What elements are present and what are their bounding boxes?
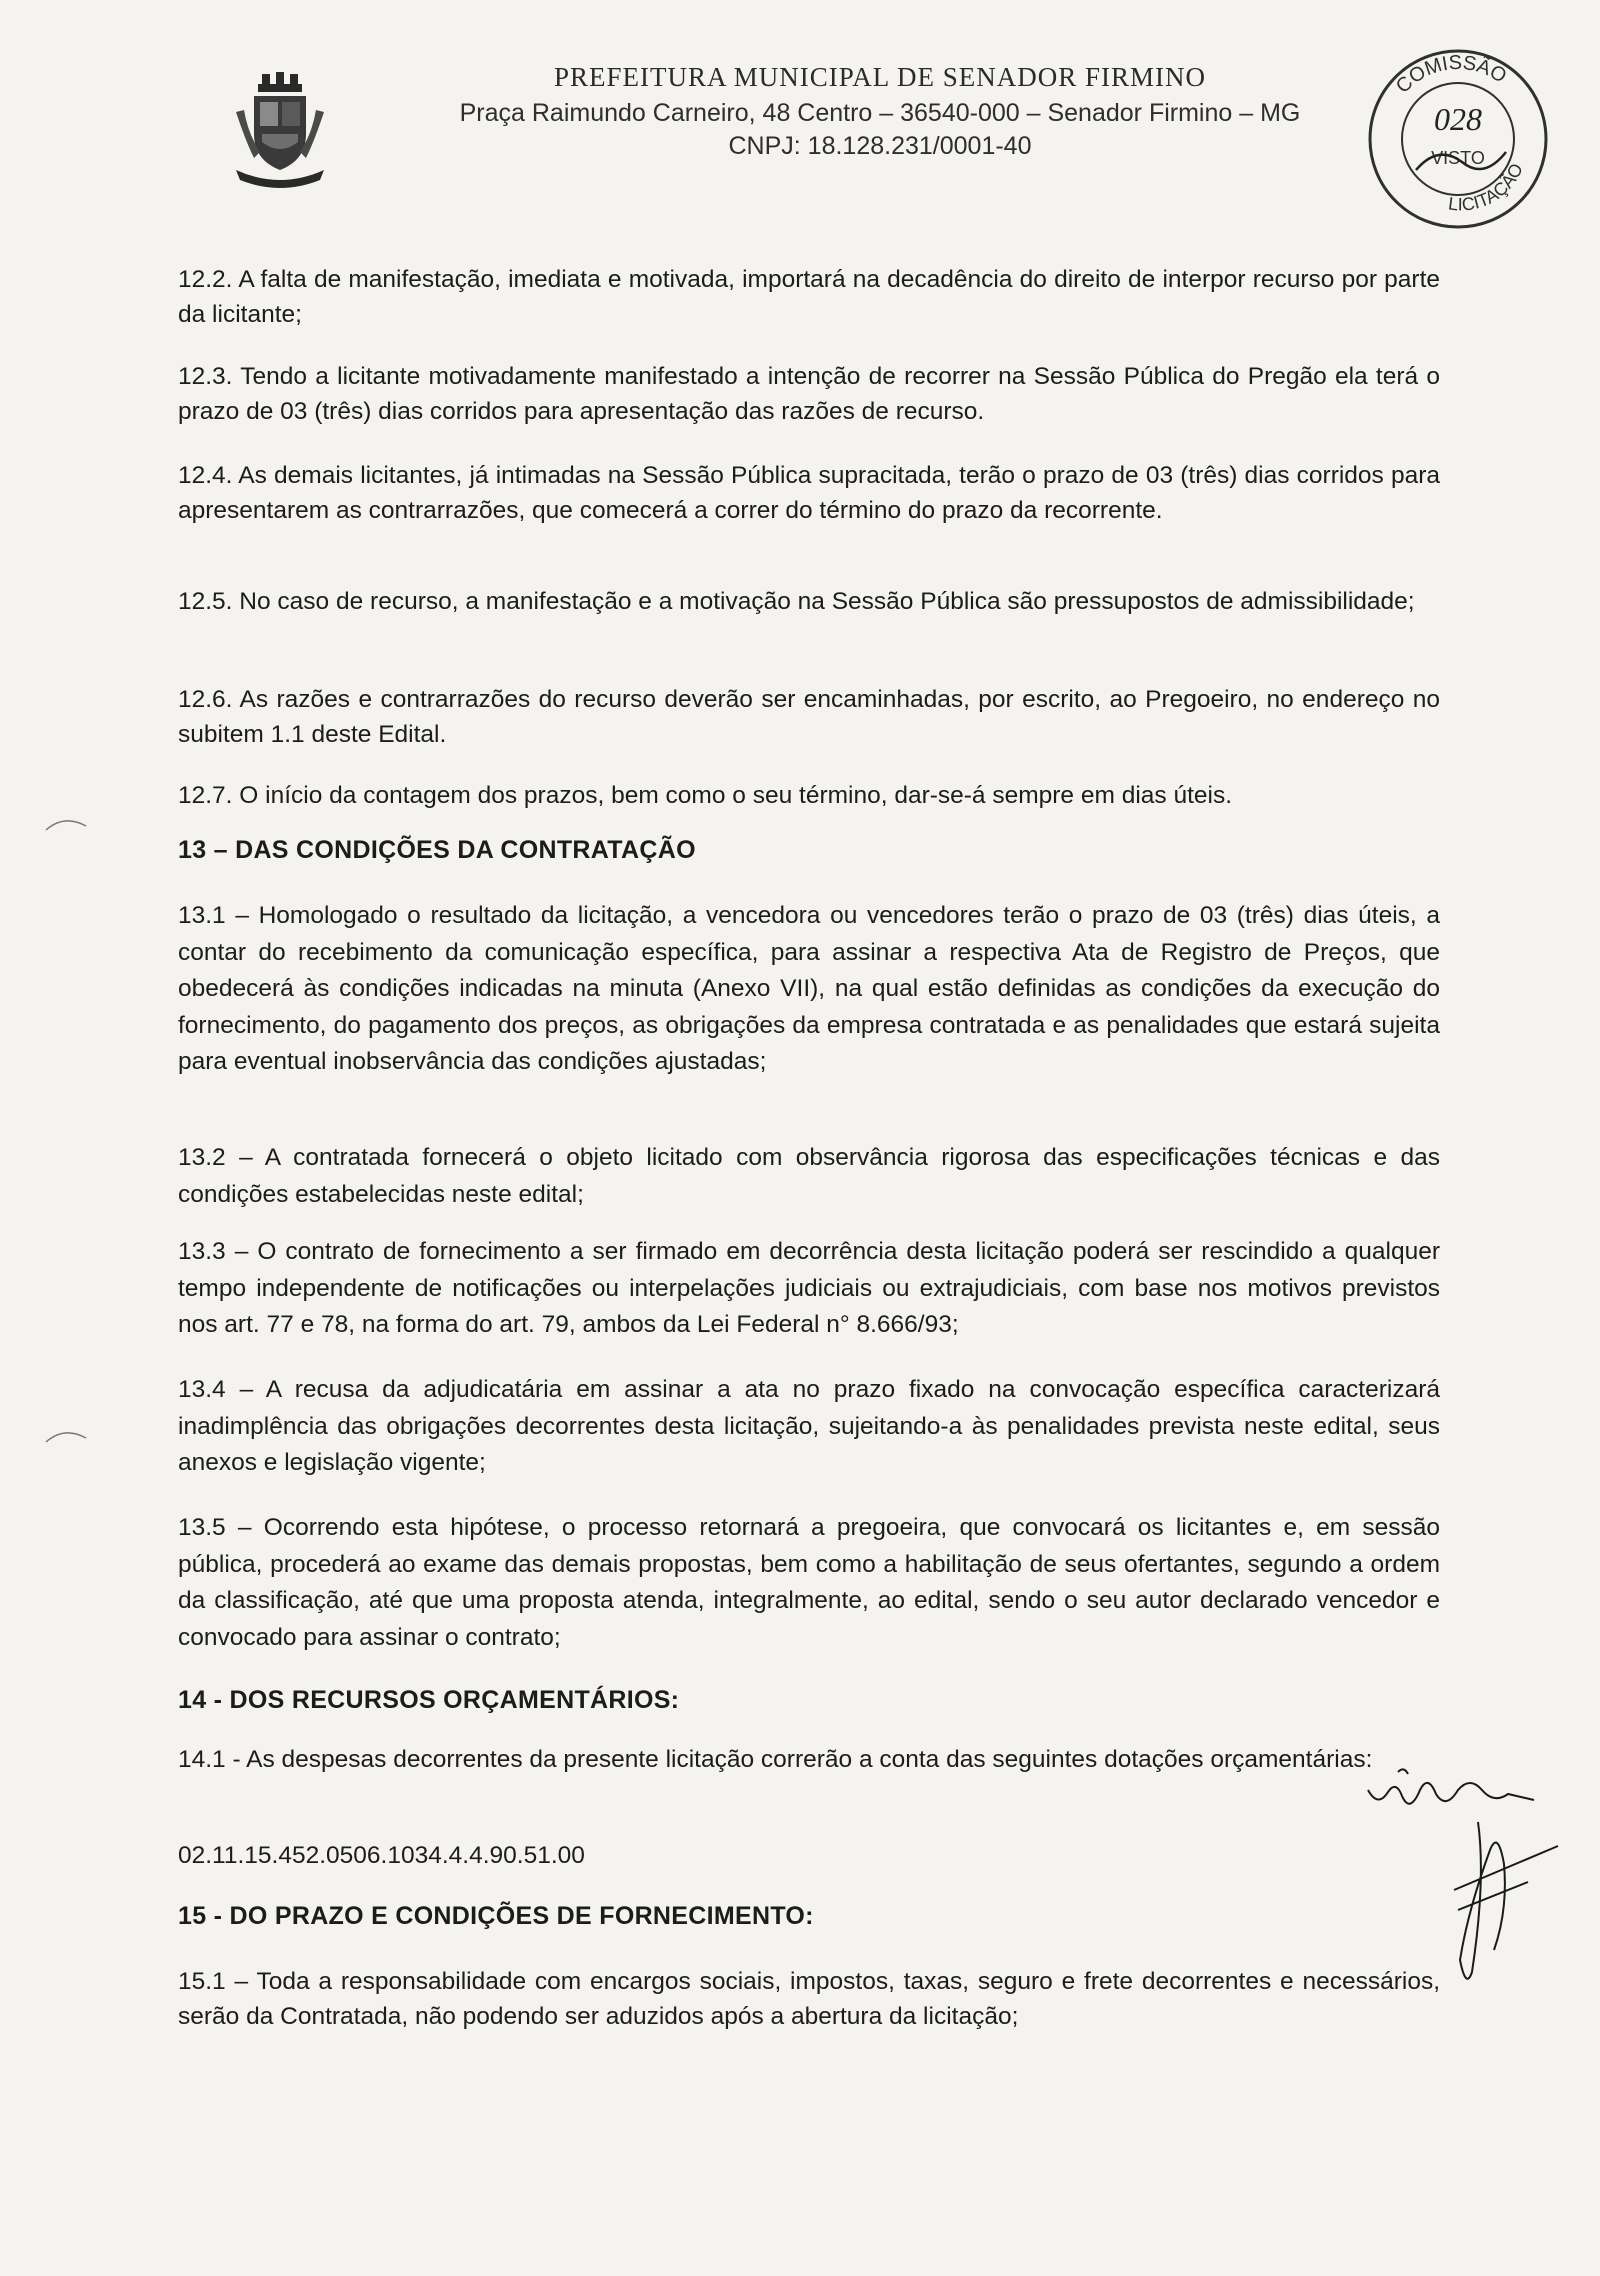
- stamp-number: 028: [1434, 101, 1482, 137]
- letterhead-cnpj: CNPJ: 18.128.231/0001-40: [728, 132, 1032, 160]
- clause-13-3: 13.3 – O contrato de fornecimento a ser firmado em decorrência desta licitação poderá ser rescindido a qualquer tempo independente de notificações ou interpelações judiciais ou extrajudiciais, com base nos motivos previstos nos art. 77 e 78, na forma do art. 79, ambos da Lei Federal n° 8.666/93;: [178, 1238, 1440, 1338]
- municipal-crest-icon: [232, 72, 328, 192]
- handwritten-signature: [1358, 1760, 1598, 2000]
- clause-13-4: 13.4 – A recusa da adjudicatária em assinar a ata no prazo fixado na convocação específica caracterizará inadimplência das obrigações decorrentes desta licitação, sujeitando-a às penalidades prevista neste edital, seus anexos e legislação vigente;: [178, 1376, 1440, 1476]
- letterhead-address: Praça Raimundo Carneiro, 48 Centro – 36540-000 – Senador Firmino – MG: [459, 99, 1301, 127]
- clause-12-3: 12.3. Tendo a licitante motivadamente manifestado a intenção de recorrer na Sessão Pública do Pregão ela terá o prazo de 03 (três) dias corridos para apresentação das razões de recurso.: [178, 363, 1440, 425]
- clause-13-5: 13.5 – Ocorrendo esta hipótese, o processo retornará a pregoeira, que convocará os licitantes e, em sessão pública, procederá ao exame das demais propostas, bem como a habilitação de seus ofertantes, segundo a ordem da classificação, até que uma proposta atenda, integralmente, ao edital, sendo o seu autor declarado vencedor e convocado para assinar o contrato;: [178, 1514, 1440, 1651]
- stamp-middle-text: VISTO: [1431, 148, 1485, 168]
- margin-mark: [44, 812, 88, 832]
- section-14-heading: 14 - DOS RECURSOS ORÇAMENTÁRIOS:: [178, 1686, 680, 1714]
- clause-12-6: 12.6. As razões e contrarrazões do recurso deverão ser encaminhadas, por escrito, ao Pregoeiro, no endereço no subitem 1.1 deste Edital.: [178, 686, 1440, 748]
- clause-12-5: 12.5. No caso de recurso, a manifestação e a motivação na Sessão Pública são pressupostos de admissibilidade;: [178, 588, 1415, 615]
- clause-13-2: 13.2 – A contratada fornecerá o objeto licitado com observância rigorosa das especificações técnicas e das condições estabelecidas neste edital;: [178, 1144, 1440, 1208]
- stamp-bottom-text: LICITAÇÃO: [1447, 160, 1527, 215]
- budget-line: 02.11.15.452.0506.1034.4.4.90.51.00: [178, 1842, 585, 1869]
- commission-stamp: [1358, 44, 1558, 234]
- clause-13-1: 13.1 – Homologado o resultado da licitação, a vencedora ou vencedores terão o prazo de 03 (três) dias úteis, a contar do recebimento da comunicação específica, para assinar a respectiva Ata de Registro de Preços, que obedecerá às condições indicadas na minuta (Anexo VII), na qual estão definidas as condições da execução do fornecimento, do pagamento dos preços, as obrigações da empresa contratada e as penalidades que estará sujeita para eventual inobservância das condições ajustadas;: [178, 902, 1440, 1075]
- section-15-heading: 15 - DO PRAZO E CONDIÇÕES DE FORNECIMENTO:: [178, 1902, 814, 1930]
- clause-12-7: 12.7. O início da contagem dos prazos, bem como o seu término, dar-se-á sempre em dias úteis.: [178, 782, 1233, 809]
- letterhead-title: PREFEITURA MUNICIPAL DE SENADOR FIRMINO: [553, 62, 1207, 92]
- letterhead: [380, 62, 1380, 161]
- clause-14-1: 14.1 - As despesas decorrentes da presente licitação correrão a conta das seguintes dotações orçamentárias:: [178, 1746, 1373, 1773]
- margin-mark: [44, 1424, 88, 1444]
- clause-12-2: 12.2. A falta de manifestação, imediata e motivada, importará na decadência do direito de interpor recurso por parte da licitante;: [178, 266, 1440, 328]
- stamp-top-text: COMISSÃO: [1391, 51, 1511, 98]
- clause-15-1: 15.1 – Toda a responsabilidade com encargos sociais, impostos, taxas, seguro e frete decorrentes e necessários, serão da Contratada, não podendo ser aduzidos após a abertura da licitação;: [178, 1968, 1440, 2030]
- section-13-heading: 13 – DAS CONDIÇÕES DA CONTRATAÇÃO: [178, 836, 696, 864]
- clause-12-4: 12.4. As demais licitantes, já intimadas na Sessão Pública supracitada, terão o prazo de 03 (três) dias corridos para apresentarem as contrarrazões, que comecerá a correr do término do prazo da recorrente.: [178, 462, 1440, 524]
